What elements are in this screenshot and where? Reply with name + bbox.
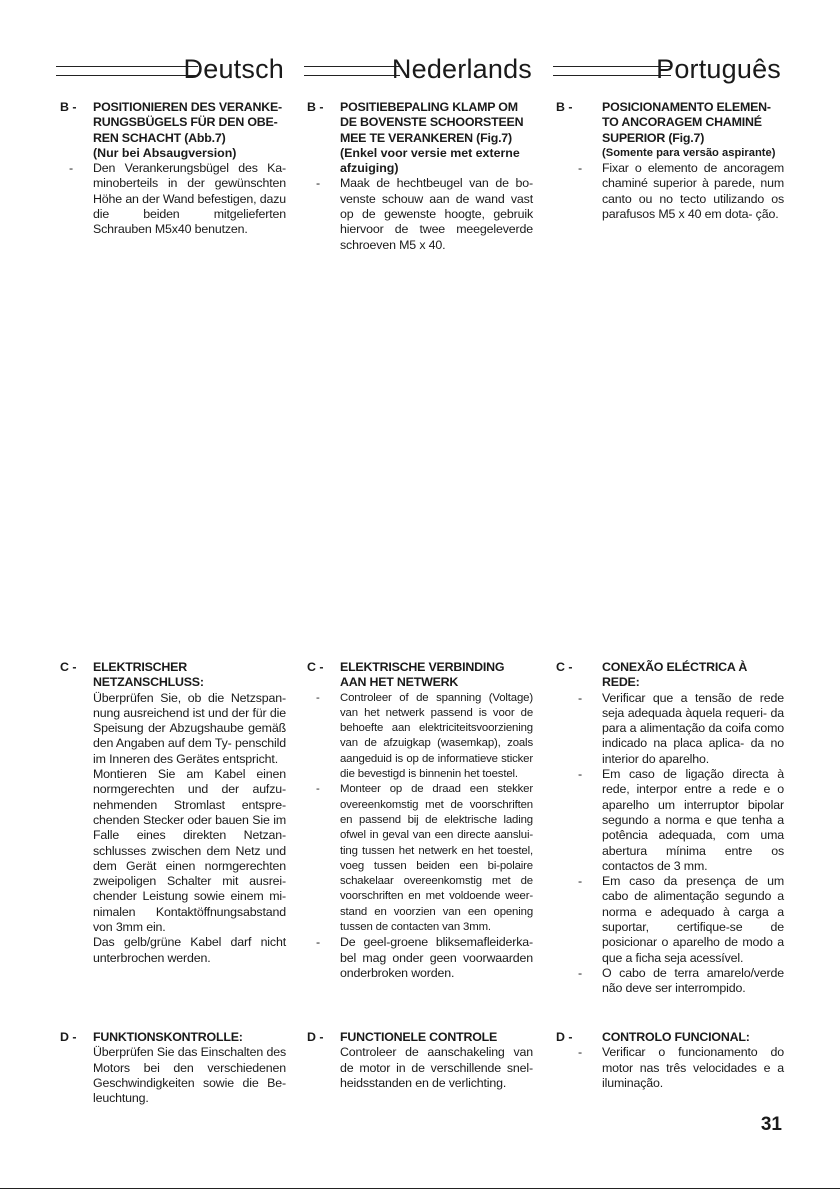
paragraph: - Maak de hechtbeugel van de bo- venste schouw aan de wand vast op de gewenste hoogte, gebruik hiervoor de twee meegeleverde schroeven M5 x 40. [340,176,533,252]
section-letter: C - [307,660,324,674]
paragraph: - Em caso da presença de um cabo de alimentação segundo a norma e adequado à carga a suportar, certifique-se de posicionar o aparelho de modo a que a ficha seja acessível. [602,874,784,966]
paragraph: Überprüfen Sie, ob die Netzspan- nung ausreichend ist und der für die Speisung der Abzugshaube gemäß den Angaben auf dem Ty- penschild im Inneren des Gerätes entspricht. [93,690,286,766]
paragraph: Montieren Sie am Kabel einen normgerechten und der aufzu- nehmenden Stromlast entspre- chenden Stecker oder bauen Sie im Falle eines direkten Netzan- schlusses zwischen dem Netz und dem Gerät einen normgerechten zweipoligen Schalter mit ausrei- chender Leistung sowie einem mi- nimalen Kontaktöffnungsabstand von 3mm ein. [93,767,286,935]
header-rule [553,66,671,76]
paragraph: Das gelb/grüne Kabel darf nicht unterbrochen werden. [93,935,286,965]
header-nederlands [304,52,532,86]
paragraph: - Verificar que a tensão de rede seja adequada àquela requeri- da para a alimentação da coifa como indicado na placa aplica- da no interior do aparelho. [602,691,784,767]
language-heading: Nederlands [391,54,532,84]
header-portugues [553,52,781,86]
section-title: FUNCTIONELE CONTROLE [340,1030,498,1044]
section-subtitle: (Enkel voor versie met externe afzuiging) [340,145,520,176]
bottom-rule [0,1188,840,1189]
section-letter: D - [556,1030,573,1044]
section-title: POSITIONIEREN DES VERANKE- RUNGSBÜGELS FÜR DEN OBE- REN SCHACHT (Abb.7) [93,100,282,145]
section-letter: D - [307,1030,324,1044]
paragraph: Überprüfen Sie das Einschalten des Motors bei den verschiedenen Geschwindigkeiten sowie die Be- leuchtung. [93,1045,286,1106]
paragraph: - Fixar o elemento de ancoragem chaminé superior à parede, num canto ou no tecto utilizando os parafusos M5 x 40 em dota- ção. [602,161,784,222]
section-subtitle: (Somente para versão aspirante) [602,146,776,159]
paragraph: - Em caso de ligação directa à rede, interpor entre a rede e o aparelho um interruptor bipolar segundo a norma e que tenha a potência adequada, com uma abertura mínima entre os contactos de 3 mm. [602,767,784,874]
section-letter: C - [556,660,573,674]
section-title: POSICIONAMENTO ELEMEN- TO ANCORAGEM CHAMINÉ SUPERIOR (Fig.7) [602,100,771,145]
section-subtitle: (Nur bei Absaugversion) [93,145,237,160]
header-deutsch [56,52,284,86]
section-title: ELEKTRISCHE VERBINDING AAN HET NETWERK [340,660,505,690]
section-title: CONEXÃO ELÉCTRICA À REDE: [602,660,748,690]
page-number: 31 [760,1114,782,1135]
header-rule [56,66,198,76]
paragraph: Controleer de aanschakeling van de motor in de verschillende snel- heidsstanden en de verlichting. [340,1045,533,1090]
paragraph: - De geel-groene bliksemafleiderka- bel mag onder geen voorwaarden onderbroken worden. [340,935,533,981]
section-title: FUNKTIONSKONTROLLE: [93,1030,243,1044]
paragraph: - Controleer of de spanning (Voltage) van het netwerk passend is voor de behoefte aan elektriciteitsvoorziening van de afzuigkap (wasemkap), zoals aangeduid is op de informatieve sticker die bevestigd is binnenin het toestel. [340,691,533,783]
language-heading: Deutsch [183,54,284,84]
paragraph: - Monteer op de draad een stekker overeenkomstig met de voorschriften en passend bij de elektrische lading ofwel in geval van een directe aanslui- ting tussen het netwerk en het toestel, voeg tussen beiden een bi-polaire schakelaar overeenkomstig met de voorschriften en met voldoende weer- stand en voorzien van een opening tussen de contacten van 3mm. [340,782,533,935]
header-rule [304,66,400,76]
paragraph: - Den Verankerungsbügel des Ka- minoberteils in der gewünschten Höhe an der Wand befestigen, dazu die beiden mitgelieferten Schrauben M5x40 benutzen. [93,161,286,237]
section-letter: B - [307,100,324,114]
paragraph: - O cabo de terra amarelo/verde não deve ser interrompido. [602,966,784,997]
section-letter: C - [60,660,77,674]
section-letter: D - [60,1030,77,1044]
language-heading: Português [656,54,781,84]
section-title: POSITIEBEPALING KLAMP OM DE BOVENSTE SCHOORSTEEN MEE TE VERANKEREN (Fig.7) [340,100,524,145]
paragraph: - Verificar o funcionamento do motor nas três velocidades e a iluminação. [602,1045,784,1091]
section-letter: B - [556,100,573,114]
section-letter: B - [60,100,77,114]
section-title: CONTROLO FUNCIONAL: [602,1030,750,1044]
section-title: ELEKTRISCHER NETZANSCHLUSS: [93,660,204,690]
